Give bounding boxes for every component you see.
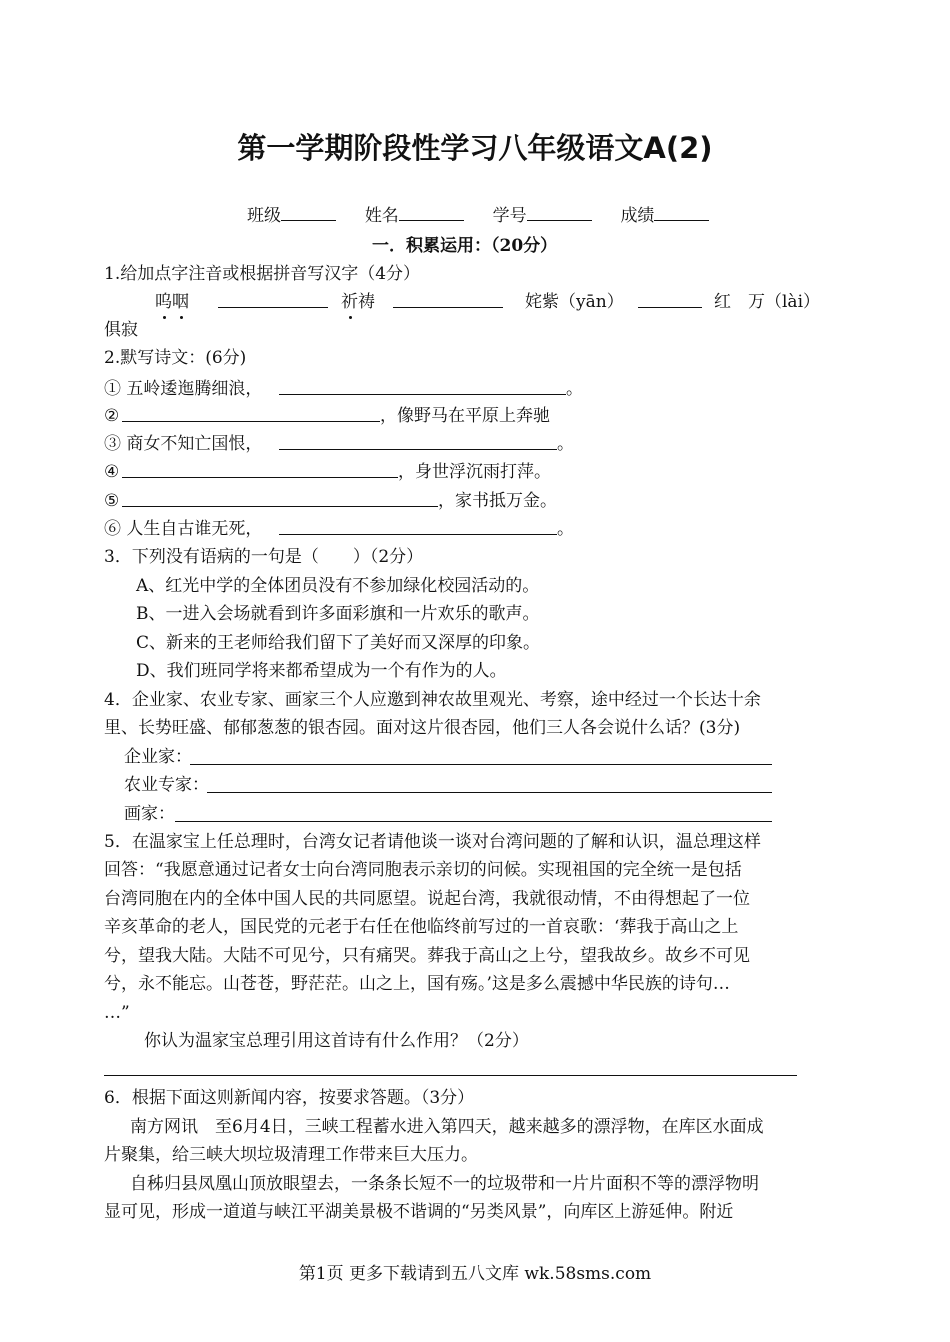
q6-prompt: 6．根据下面这则新闻内容，按要求答题。（3分） (104, 1088, 475, 1108)
poem-blank-5[interactable] (122, 506, 438, 507)
q1-item3: 姹紫（yān） (525, 292, 624, 312)
q6-line-4: 显可见，形成一道道与峡江平湖美景极不谐调的“另类风景”，向库区上游延伸。附近 (104, 1202, 734, 1222)
poem-blank-2[interactable] (122, 421, 380, 422)
poem-line-4: ④ (104, 462, 120, 482)
score-field[interactable] (654, 205, 709, 221)
q1-item2: 祈祷 (341, 292, 375, 312)
q3-option-b[interactable]: B、一进入会场就看到许多面彩旗和一片欢乐的歌声。 (136, 604, 540, 624)
q4-answer-3[interactable] (175, 821, 772, 822)
q4-role-painter: 画家： (124, 804, 175, 824)
q5-question: 你认为温家宝总理引用这首诗有什么作用？（2分） (144, 1031, 529, 1051)
q5-line-2: 回答：“我愿意通过记者女士向台湾同胞表示亲切的问候。实现祖国的完全统一是包括 (104, 860, 742, 880)
q4-answer-1[interactable] (190, 764, 772, 765)
poem-line-5: ⑤ (104, 491, 120, 511)
q5-line-1: 5．在温家宝上任总理时，台湾女记者请他谈一谈对台湾问题的了解和认识，温总理这样 (104, 832, 761, 852)
q5-line-3: 台湾同胞在内的全体中国人民的共同愿望。说起台湾，我就很动情，不由得想起了一位 (104, 889, 750, 909)
q2-prompt: 2.默写诗文：(6分) (104, 348, 247, 368)
q1-prompt: 1.给加点字注音或根据拼音写汉字（4分） (104, 264, 421, 284)
q5-line-5: 兮，望我大陆。大陆不可见兮，只有痛哭。葬我于高山之上兮，望我故乡。故乡不可见 (104, 946, 750, 966)
exam-page: 第一学期阶段性学习八年级语文A(2) 班级 姓名 学号 成绩 一．积累运用：（20分） 1.给加点字注音或根据拼音写汉字（4分） 呜咽 祈祷 姹紫（yān） 红 万（lài） 俱寂 2.默写诗文：(6分) ① 五岭逶迤腾细浪， 。 ② ，像野马在平原上奔驰 ③ 商女不知亡国恨， 。 ④ ，身世浮沉雨打萍。 ⑤ ，家书抵万金。 ⑥ 人生自古谁无死， 。 3．下列没有语病的一句是（ ）（2分） A、红光中学的全体团员没有不参加绿化校园活动的。 B、一进入会场就看到许多面彩旗和一片欢乐的歌声。 C、新来的王老师给我们留下了美好而又深厚的印象。 D、我们班同学将来都希望成为一个有作为的人。 4．企业家、农业专家、画家三个人应邀到神农故里观光、考察，途中经过一个长达十余 里、长势旺盛、郁郁葱葱的银杏园。面对这片很杏园，他们三人各会说什么话？(3分) 企业家： 农业专家： 画家： 5．在温家宝上任总理时，台湾女记者请他谈一谈对台湾问题的了解和认识，温总理这样 回答：“我愿意通过记者女士向台湾同胞表示亲切的问候。实现祖国的完全统一是包括 台湾同胞在内的全体中国人民的共同愿望。说起台湾，我就很动情，不由得想起了一位 辛亥革命的老人，国民党的元老于右任在他临终前写过的一首哀歌：‘葬我于高山之上 兮，望我大陆。大陆不可见兮，只有痛哭。葬我于高山之上兮，望我故乡。故乡不可见 兮，永不能忘。山苍苍，野茫茫。山之上，国有殇。’这是多么震撼中华民族的诗句… …” 你认为温家宝总理引用这首诗有什么作用？（2分） 6．根据下面这则新闻内容，按要求答题。（3分） 南方网讯 至6月4日，三峡工程蓄水进入第四天，越来越多的漂浮物，在库区水面成 片聚集，给三峡大坝垃圾清理工作带来巨大压力。 自秭归县凤凰山顶放眼望去，一条条长短不一的垃圾带和一片片面积不等的漂浮物明 显可见，形成一道道与峡江平湖美景极不谐调的“另类风景”，向库区上游延伸。附近 第1页 更多下载请到五八文库 wk.58sms.com (0, 0, 950, 1342)
page-footer: 第1页 更多下载请到五八文库 wk.58sms.com (298, 1264, 652, 1284)
score-label: 成绩 (620, 206, 655, 226)
q6-line-3: 自秭归县凤凰山顶放眼望去，一条条长短不一的垃圾带和一片片面积不等的漂浮物明 (130, 1174, 759, 1194)
class-field[interactable] (281, 205, 336, 221)
poem-blank-4[interactable] (122, 477, 398, 478)
q6-line-1: 南方网讯 至6月4日，三峡工程蓄水进入第四天，越来越多的漂浮物，在库区水面成 (130, 1117, 764, 1137)
q5-line-6: 兮，永不能忘。山苍苍，野茫茫。山之上，国有殇。’这是多么震撼中华民族的诗句… (104, 974, 730, 994)
poem-line-1: ① 五岭逶迤腾细浪， (104, 379, 263, 399)
id-field[interactable] (527, 205, 592, 221)
section-heading: 一．积累运用：（20分） (372, 236, 558, 256)
q1-item4-cont: 俱寂 (104, 320, 138, 340)
q1-answer-2[interactable] (393, 307, 503, 308)
q5-line-4: 辛亥革命的老人，国民党的元老于右任在他临终前写过的一首哀歌：‘葬我于高山之上 (104, 917, 739, 937)
poem-blank-6[interactable] (279, 534, 557, 535)
q3-option-d[interactable]: D、我们班同学将来都希望成为一个有作为的人。 (136, 661, 507, 681)
poem-line-3: ③ 商女不知亡国恨， (104, 434, 263, 454)
q4-text-line-2: 里、长势旺盛、郁郁葱葱的银杏园。面对这片很杏园，他们三人各会说什么话？(3分) (104, 718, 741, 738)
q4-role-agronomist: 农业专家： (124, 775, 209, 795)
poem-blank-1[interactable] (279, 394, 566, 395)
q4-text-line-1: 4．企业家、农业专家、画家三个人应邀到神农故里观光、考察，途中经过一个长达十余 (104, 690, 761, 710)
q3-prompt: 3．下列没有语病的一句是（ ）（2分） (104, 547, 424, 567)
q4-role-entrepreneur: 企业家： (124, 747, 192, 767)
student-info-row (247, 205, 709, 227)
name-label: 姓名 (364, 206, 399, 226)
q5-answer[interactable] (104, 1075, 797, 1076)
q4-answer-2[interactable] (207, 792, 772, 793)
q1-item1: 呜咽 (155, 292, 189, 312)
page-title: 第一学期阶段性学习八年级语文A(2) (237, 131, 713, 165)
poem-line-6: ⑥ 人生自古谁无死， (104, 519, 263, 539)
q6-line-2: 片聚集，给三峡大坝垃圾清理工作带来巨大压力。 (104, 1145, 478, 1165)
q3-option-c[interactable]: C、新来的王老师给我们留下了美好而又深厚的印象。 (136, 633, 541, 653)
class-label: 班级 (247, 206, 281, 226)
q1-answer-3[interactable] (638, 307, 702, 308)
q3-option-a[interactable]: A、红光中学的全体团员没有不参加绿化校园活动的。 (136, 576, 540, 596)
q1-answer-1[interactable] (218, 307, 328, 308)
q1-item4: 红 万（lài） (714, 292, 821, 312)
poem-line-2: ② (104, 406, 120, 426)
id-label: 学号 (492, 206, 527, 226)
name-field[interactable] (399, 205, 464, 221)
q5-line-7: …” (104, 1003, 130, 1023)
poem-blank-3[interactable] (279, 449, 557, 450)
